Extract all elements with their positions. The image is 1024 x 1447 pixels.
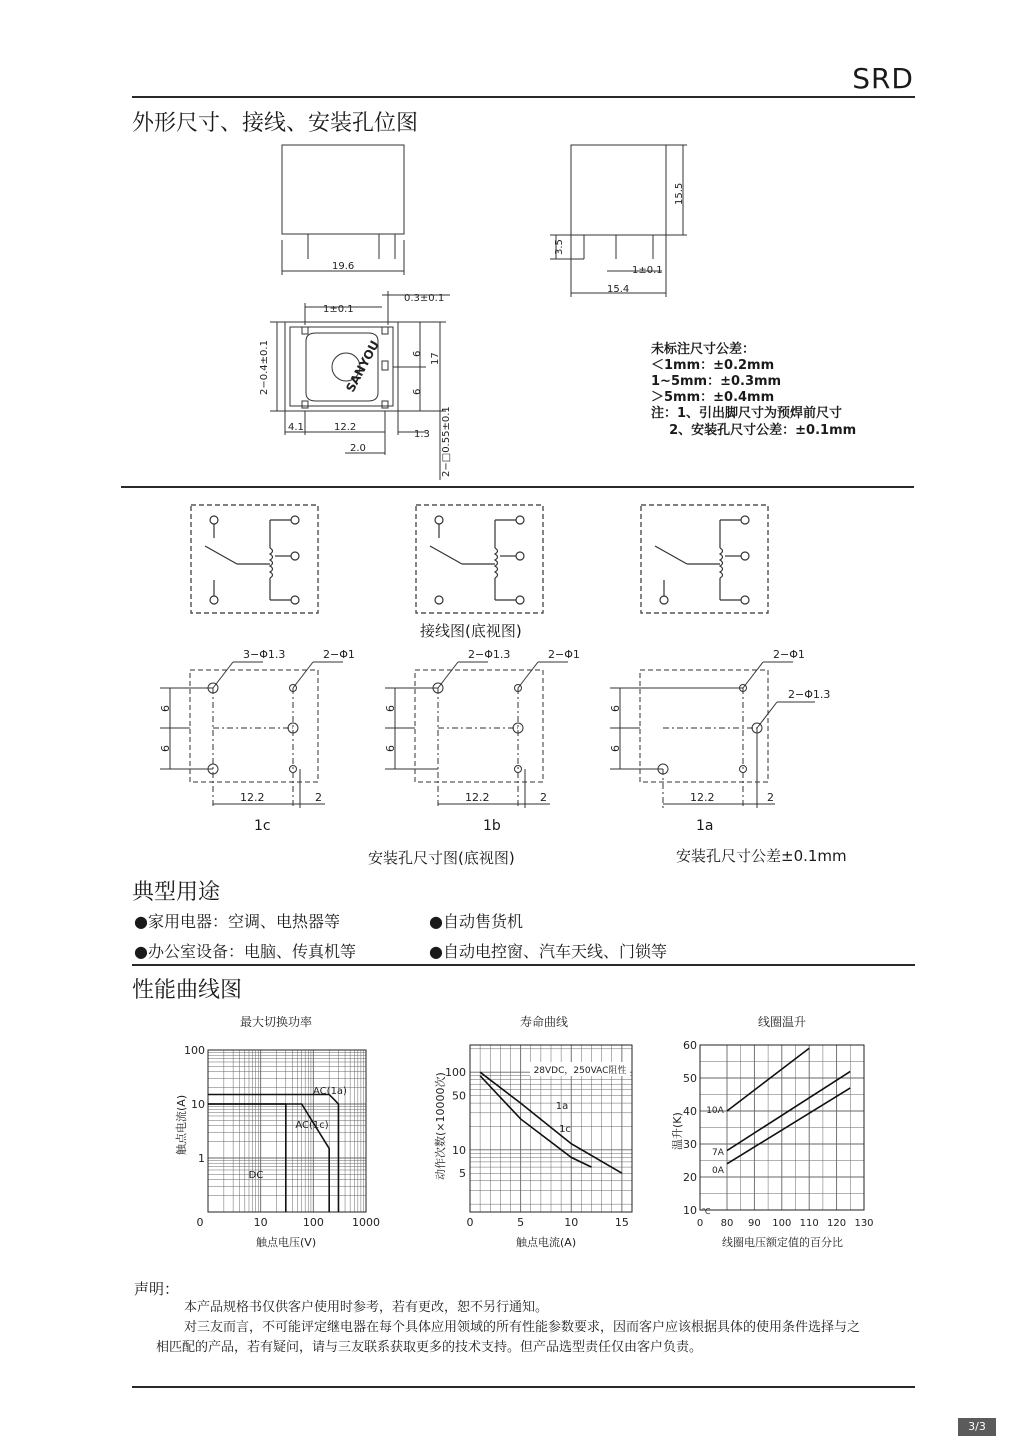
front-width-label: 19.6 (332, 261, 355, 272)
y-tick-label: 10 (683, 1204, 697, 1217)
side-width-label: 15.4 (607, 284, 630, 295)
x-tick-label: 0 (466, 1216, 474, 1229)
tolerance-note: 2、安装孔尺寸公差：±0.1mm (651, 423, 857, 438)
section-rule (132, 964, 915, 966)
section-title-applications: 典型用途 (132, 880, 221, 905)
series-line (727, 1088, 850, 1164)
brand-title: SRD (852, 62, 914, 95)
top-label: 1.3 (414, 429, 430, 440)
y-tick-label: 10 (452, 1143, 466, 1157)
hole-label: 2−Φ1 (323, 648, 355, 661)
wiring-diagrams (180, 500, 780, 620)
wiring-caption: 接线图(底视图) (420, 622, 522, 640)
side-pin-spacing-label: 1±0.1 (632, 265, 663, 276)
annotation: 10A (706, 1106, 724, 1116)
hole-label: 2−Φ1.3 (788, 688, 831, 701)
page-number: 3/3 (958, 1418, 996, 1436)
tolerance-note: 注：1、引出脚尺寸为预焊前尺寸 (651, 406, 843, 421)
x-tick-label: 90 (748, 1218, 761, 1229)
y-tick-label: 1 (198, 1152, 205, 1165)
dim-label: 2 (315, 791, 322, 804)
top-label: 0.3±0.1 (404, 293, 445, 304)
hole-label: 2−Φ1 (773, 648, 805, 661)
y-tick-label: 100 (445, 1066, 466, 1080)
y-tick-label: 30 (683, 1138, 697, 1151)
variant-label-1a: 1a (696, 818, 714, 834)
hole-caption: 安装孔尺寸图(底视图) (368, 849, 515, 867)
x-tick-label: 5 (517, 1216, 525, 1229)
disclaimer-line: 相匹配的产品，若有疑问，请与三友联系获取更多的技术支持。但产品选型责任仅由客户负责。 (156, 1340, 703, 1355)
application-item: ●家用电器：空调、电热器等 (134, 912, 340, 931)
x-tick-label: 10 (564, 1216, 579, 1229)
x-tick-label: 120 (827, 1218, 847, 1229)
disclaimer-line: 本产品规格书仅供客户使用时参考，若有更改，恕不另行通知。 (184, 1300, 549, 1315)
section-rule (121, 486, 914, 488)
chart-ylabel: 动作次数(×10000次) (434, 1072, 447, 1180)
chart-frame (208, 1050, 366, 1212)
top-label: 6 (412, 388, 423, 395)
footer-rule (132, 1386, 915, 1388)
y-tick-label: 40 (683, 1105, 697, 1118)
y-tick-label: 10 (191, 1098, 205, 1111)
section-title-dimensions: 外形尺寸、接线、安装孔位图 (132, 111, 419, 136)
top-label: 2−0.4±0.1 (259, 340, 270, 395)
annotation: 1c (559, 1124, 571, 1135)
dim-label: 12.2 (465, 791, 490, 804)
hole-label: 2−Φ1.3 (468, 648, 511, 661)
x-tick-label: 10 (253, 1216, 268, 1229)
chart-xlabel: 线圈电压额定值的百分比 (722, 1236, 843, 1249)
dim-label: 6 (159, 705, 172, 712)
x-tick-label: 0 (696, 1218, 704, 1229)
annotation: AC(1a) (313, 1086, 347, 1097)
dim-label: 12.2 (690, 791, 715, 804)
dim-label: 12.2 (240, 791, 265, 804)
top-label: 2−□0.55±0.1 (441, 406, 452, 477)
x-tick-label: 15 (614, 1216, 629, 1229)
hole-label: 3−Φ1.3 (243, 648, 286, 661)
application-item: ●办公室设备：电脑、传真机等 (134, 942, 356, 961)
dim-label: 6 (384, 705, 397, 712)
annotation: 7A (712, 1148, 724, 1158)
side-pin-label: 3.5 (554, 239, 565, 255)
top-label: 12.2 (334, 422, 357, 433)
hole-label: 2−Φ1 (548, 648, 580, 661)
wiring-1a (641, 505, 768, 613)
chart-xlabel: 触点电压(V) (256, 1236, 317, 1249)
disclaimer-line: 对三友而言，不可能评定继电器在每个具体应用领域的所有性能参数要求，因而客户应该根据具体的使用条件选择与之 (184, 1320, 861, 1335)
mounting-hole-diagrams (155, 640, 875, 830)
header-rule (132, 96, 915, 98)
tolerance-note: 未标注尺寸公差： (651, 342, 756, 357)
chart-ylabel: 温升(K) (671, 1112, 684, 1150)
y-tick-label: 60 (683, 1039, 697, 1052)
tolerance-note: ＜1mm：±0.2mm (651, 358, 775, 373)
x-tick-label: 100 (772, 1218, 792, 1229)
disclaimer-title: 声明： (134, 1280, 180, 1298)
hole-tolerance-caption: 安装孔尺寸公差±0.1mm (676, 847, 847, 865)
top-label: 2.0 (350, 443, 366, 454)
top-label: 17 (430, 352, 441, 365)
variant-label-1c: 1c (254, 818, 271, 834)
sanyou-logo-text: SANYOU (343, 338, 383, 395)
y-tick-label: 5 (459, 1167, 466, 1181)
annotation: DC (248, 1170, 264, 1181)
y-tick-label: 100 (184, 1044, 205, 1057)
dim-label: 6 (609, 745, 622, 752)
wiring-1b (416, 505, 543, 613)
y-tick-label: 20 (683, 1171, 697, 1184)
top-label: 4.1 (288, 422, 304, 433)
section-title-curves: 性能曲线图 (132, 978, 243, 1003)
x-tick-label: 130 (854, 1218, 874, 1229)
x-tick-label: 0 (196, 1216, 204, 1229)
dim-label: 2 (767, 791, 774, 804)
application-item: ●自动售货机 (429, 912, 523, 931)
dim-label: 6 (159, 745, 172, 752)
chart-title: 线圈温升 (758, 1015, 807, 1029)
dim-label: 2 (540, 791, 547, 804)
variant-label-1b: 1b (483, 818, 501, 834)
chart-title: 寿命曲线 (520, 1015, 569, 1029)
side-height-label: 15.5 (674, 182, 685, 205)
annotation: AC(1c) (295, 1120, 329, 1131)
chart-xlabel: 触点电流(A) (516, 1236, 577, 1249)
x-tick-label: 80 (720, 1218, 734, 1229)
tolerance-note: 1~5mm：±0.3mm (651, 374, 782, 389)
application-item: ●自动电控窗、汽车天线、门锁等 (429, 942, 667, 961)
wiring-1c (191, 505, 318, 613)
tolerance-note: ＞5mm：±0.4mm (651, 390, 775, 405)
x-tick-label: 100 (302, 1216, 324, 1229)
annotation: 0A (712, 1166, 724, 1176)
performance-charts (170, 1010, 890, 1255)
annotation: 1a (555, 1101, 569, 1112)
top-label: 1±0.1 (323, 304, 354, 315)
chart-title: 最大切换功率 (240, 1015, 313, 1029)
dim-label: 6 (384, 745, 397, 752)
annotation: 28VDC，250VAC阻性 (533, 1066, 627, 1076)
annotation: ℃ (701, 1207, 711, 1216)
dim-label: 6 (609, 705, 622, 712)
top-label: 6 (412, 350, 423, 357)
x-tick-label: 1000 (352, 1216, 380, 1229)
y-tick-label: 50 (452, 1089, 466, 1103)
chart-ylabel: 触点电流(A) (175, 1094, 188, 1155)
x-tick-label: 110 (799, 1218, 819, 1229)
y-tick-label: 50 (683, 1072, 697, 1085)
